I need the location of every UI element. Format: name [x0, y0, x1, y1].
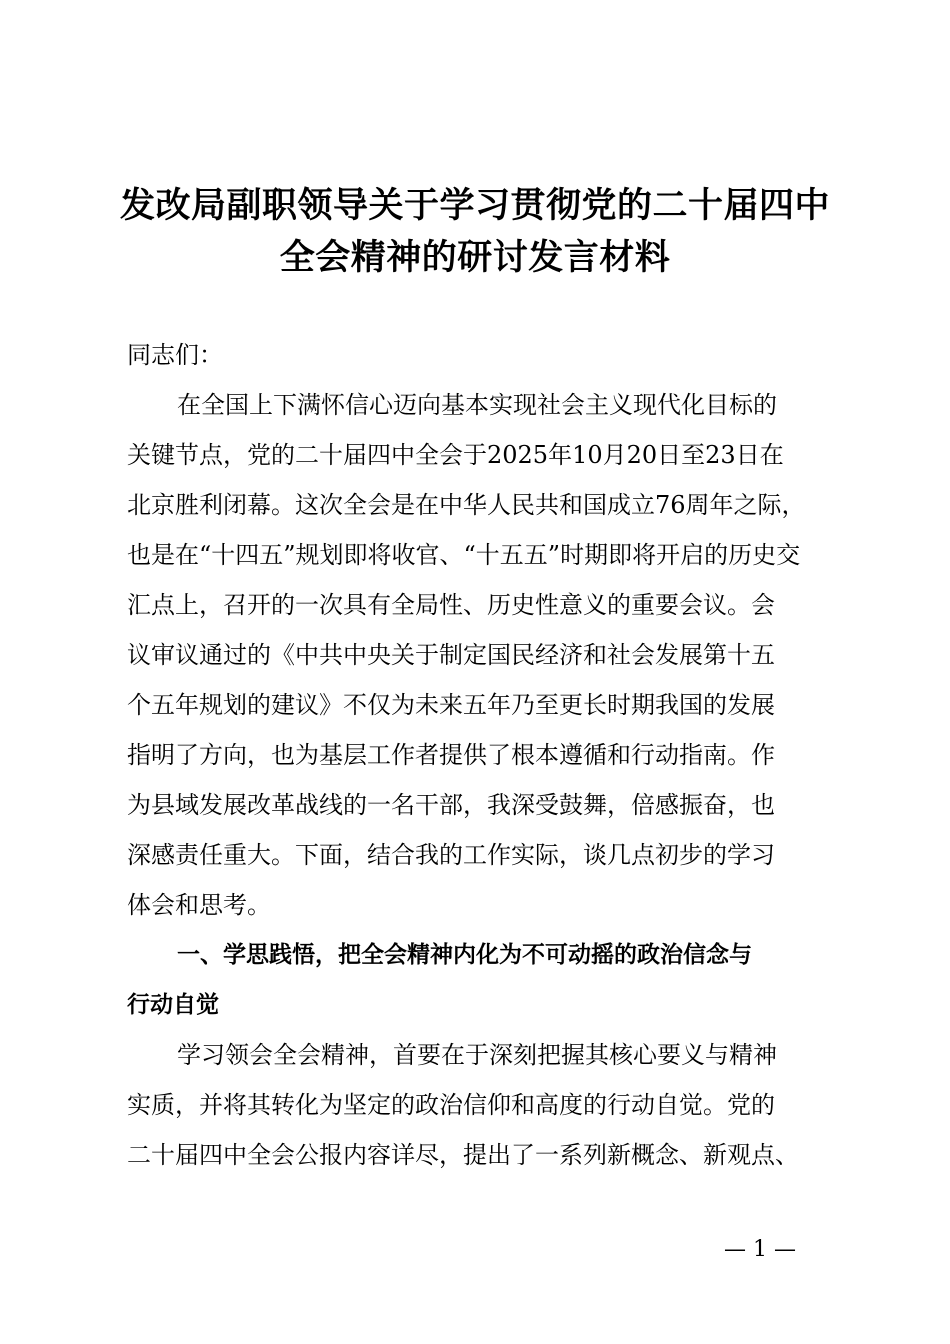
paragraph-line: 关键节点，党的二十届四中全会于2025年10月20日至23日在 [127, 441, 784, 469]
document-body [127, 330, 837, 1180]
page-number: — 1 — [724, 1237, 796, 1262]
section-heading-1 [127, 930, 837, 1030]
paragraph-line: 议审议通过的《中共中央关于制定国民经济和社会发展第十五 [127, 641, 775, 669]
paragraph-line: 个五年规划的建议》不仅为未来五年乃至更长时期我国的发展 [127, 691, 775, 719]
paragraph-line: 学习领会全会精神，首要在于深刻把握其核心要义与精神 [177, 1041, 777, 1069]
document-title [100, 180, 850, 284]
paragraph-line: 汇点上，召开的一次具有全局性、历史性意义的重要会议。会 [127, 591, 775, 619]
paragraph-line: 在全国上下满怀信心迈向基本实现社会主义现代化目标的 [177, 391, 777, 419]
paragraph-intro [127, 380, 837, 930]
salutation: 同志们： [127, 341, 223, 369]
paragraph-line: 深感责任重大。下面，结合我的工作实际，谈几点初步的学习 [127, 841, 775, 869]
paragraph-line: 北京胜利闭幕。这次全会是在中华人民共和国成立76周年之际， [127, 491, 806, 519]
paragraph-line: 体会和思考。 [127, 891, 271, 919]
paragraph-line: 为县域发展改革战线的一名干部，我深受鼓舞，倍感振奋，也 [127, 791, 775, 819]
heading-line: 行动自觉 [127, 992, 219, 1018]
title-line: 发改局副职领导关于学习贯彻党的二十届四中 [119, 186, 830, 226]
heading-line: 一、学思践悟，把全会精神内化为不可动摇的政治信念与 [177, 942, 752, 968]
title-line: 全会精神的研讨发言材料 [279, 238, 671, 278]
paragraph-line: 也是在“十四五”规划即将收官、“十五五”时期即将开启的历史交 [127, 541, 801, 569]
paragraph-line: 二十届四中全会公报内容详尽，提出了一系列新概念、新观点、 [127, 1141, 799, 1169]
paragraph-line: 指明了方向，也为基层工作者提供了根本遵循和行动指南。作 [127, 741, 775, 769]
paragraph-section-1 [127, 1030, 837, 1180]
paragraph-line: 实质，并将其转化为坚定的政治信仰和高度的行动自觉。党的 [127, 1091, 775, 1119]
